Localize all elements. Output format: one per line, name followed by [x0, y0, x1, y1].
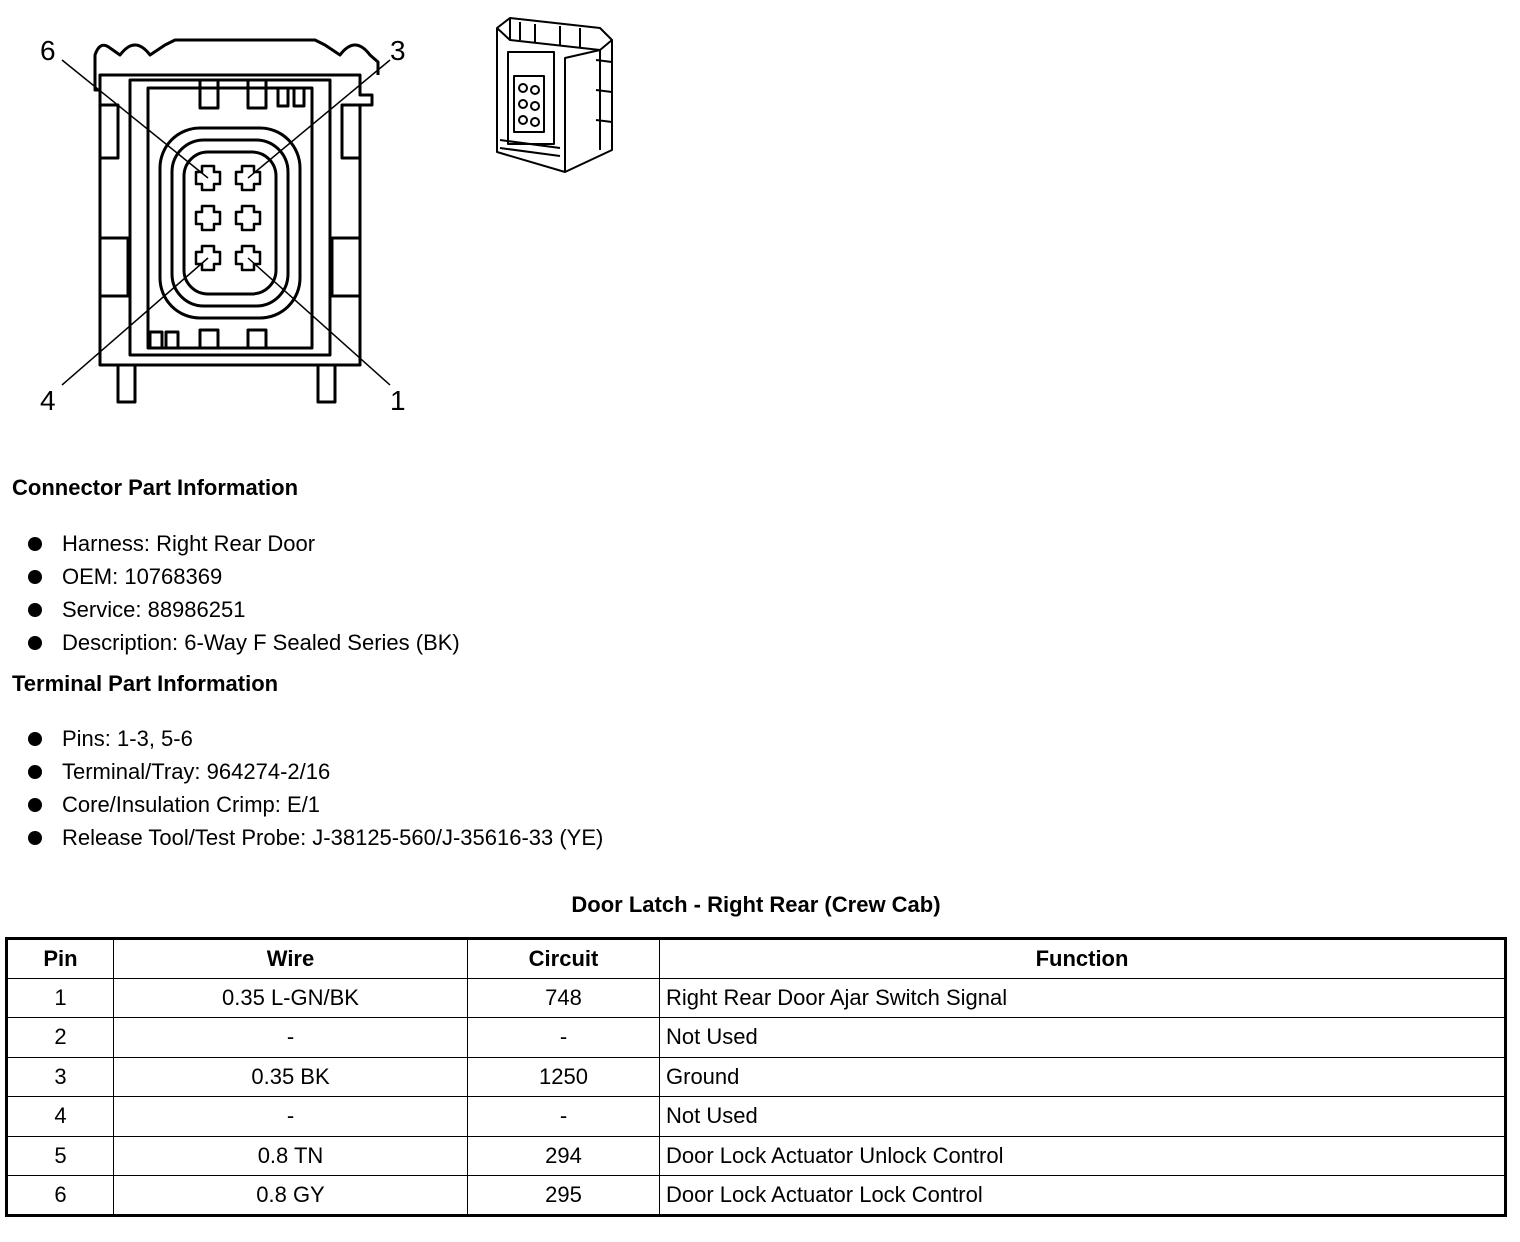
bullet-icon	[28, 831, 42, 845]
header-wire: Wire	[114, 939, 468, 979]
cell-function: Not Used	[660, 1097, 1506, 1137]
cell-pin: 3	[7, 1057, 114, 1097]
cell-pin: 4	[7, 1097, 114, 1137]
cell-function: Door Lock Actuator Lock Control	[660, 1176, 1506, 1216]
cell-wire: 0.8 GY	[114, 1176, 468, 1216]
table-header-row	[7, 939, 1506, 979]
bullet-icon	[28, 603, 42, 617]
cell-pin: 1	[7, 978, 114, 1018]
cell-function: Door Lock Actuator Unlock Control	[660, 1136, 1506, 1176]
table-title: Door Latch - Right Rear (Crew Cab)	[571, 892, 941, 917]
cell-wire: 0.35 BK	[114, 1057, 468, 1097]
header-circuit: Circuit	[468, 939, 660, 979]
list-item: Pins: 1-3, 5-6	[28, 722, 603, 755]
header-function: Function	[660, 939, 1506, 979]
list-item: Service: 88986251	[28, 593, 460, 626]
cell-circuit: 1250	[468, 1057, 660, 1097]
cell-function: Not Used	[660, 1018, 1506, 1058]
pin-label-3: 3	[390, 35, 406, 66]
table-row	[7, 1018, 1506, 1058]
cell-function: Ground	[660, 1057, 1506, 1097]
table-row	[7, 1057, 1506, 1097]
pin-label-6: 6	[40, 35, 56, 66]
connector-info-list	[28, 527, 460, 659]
cell-pin: 5	[7, 1136, 114, 1176]
list-item: OEM: 10768369	[28, 560, 460, 593]
table-row	[7, 1097, 1506, 1137]
table-row	[7, 1176, 1506, 1216]
table-row	[7, 978, 1506, 1018]
cell-wire: 0.8 TN	[114, 1136, 468, 1176]
list-item: Description: 6-Way F Sealed Series (BK)	[28, 626, 460, 659]
cell-pin: 6	[7, 1176, 114, 1216]
list-item: Release Tool/Test Probe: J-38125-560/J-35616-33 (YE)	[28, 821, 603, 854]
cell-circuit: 294	[468, 1136, 660, 1176]
cell-circuit: 295	[468, 1176, 660, 1216]
bullet-icon	[28, 537, 42, 551]
table-row	[7, 1136, 1506, 1176]
cell-wire: 0.35 L-GN/BK	[114, 978, 468, 1018]
cell-circuit: -	[468, 1097, 660, 1137]
cell-function: Right Rear Door Ajar Switch Signal	[660, 978, 1506, 1018]
pinout-table	[5, 937, 1507, 1217]
list-item: Core/Insulation Crimp: E/1	[28, 788, 603, 821]
bullet-icon	[28, 798, 42, 812]
header-pin: Pin	[7, 939, 114, 979]
list-item: Terminal/Tray: 964274-2/16	[28, 755, 603, 788]
cell-circuit: 748	[468, 978, 660, 1018]
cell-wire: -	[114, 1097, 468, 1137]
bullet-icon	[28, 636, 42, 650]
connector-diagram	[0, 0, 700, 440]
cell-circuit: -	[468, 1018, 660, 1058]
terminal-info-list	[28, 722, 603, 854]
bullet-icon	[28, 732, 42, 746]
pin-label-4: 4	[40, 385, 56, 416]
bullet-icon	[28, 765, 42, 779]
connector-info-heading: Connector Part Information	[12, 475, 299, 500]
list-item: Harness: Right Rear Door	[28, 527, 460, 560]
pin-label-1: 1	[390, 385, 406, 416]
connector-face-view	[95, 40, 378, 402]
cell-wire: -	[114, 1018, 468, 1058]
cell-pin: 2	[7, 1018, 114, 1058]
bullet-icon	[28, 570, 42, 584]
connector-iso-view	[497, 18, 612, 172]
terminal-info-heading: Terminal Part Information	[12, 671, 279, 696]
